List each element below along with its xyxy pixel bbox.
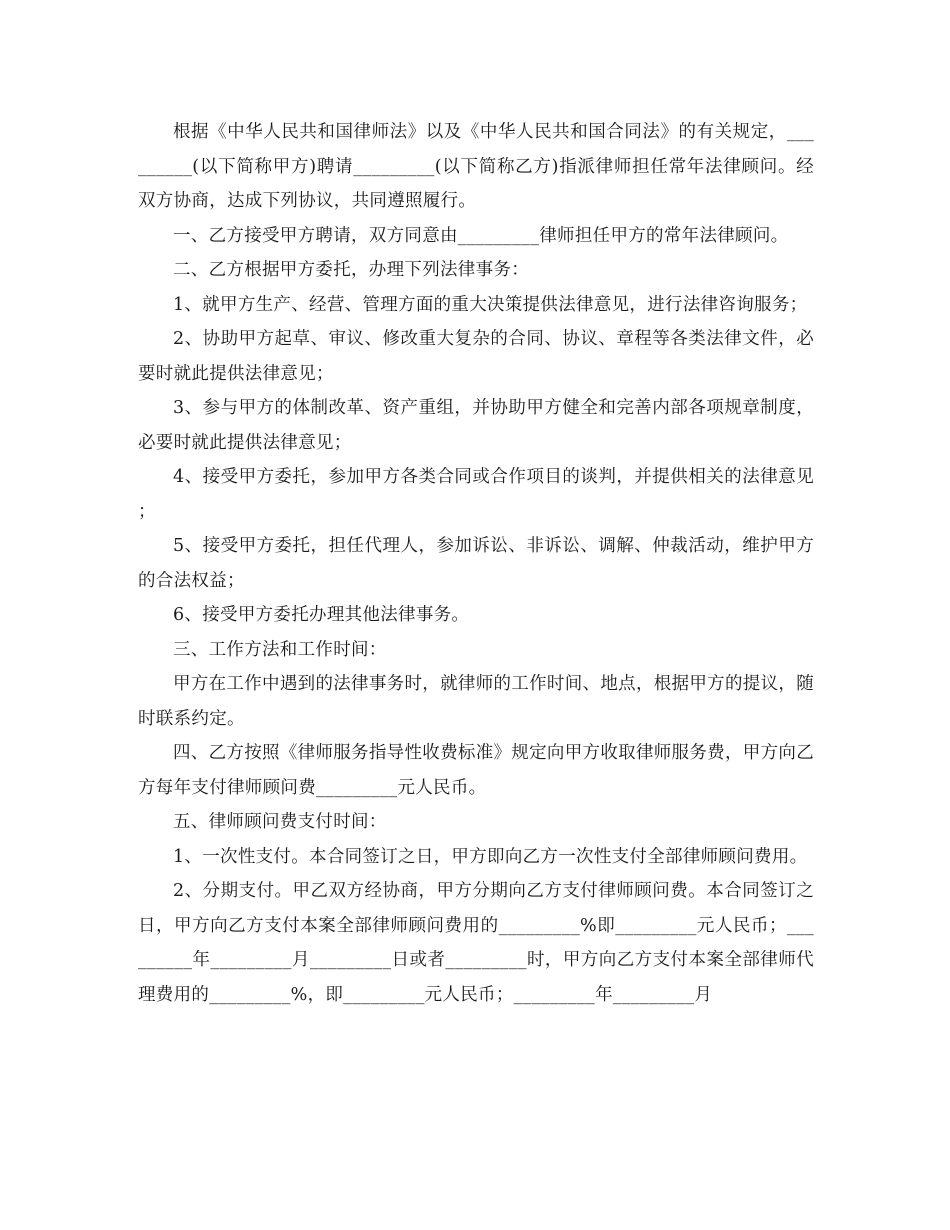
clause-2-item-5: 5、接受甲方委托，担任代理人，参加诉讼、非诉讼、调解、仲裁活动，维护甲方的合法权益；	[138, 536, 814, 591]
clause-5-item-2: 2、分期支付。甲乙双方经协商，甲方分期向乙方支付律师顾问费。本合同签订之日，甲方向乙方支付本案全部律师顾问费用的_________%即_________元人民币；_________年_________月_________日或者_________时，甲方向乙方支付本案全部律师代理费用的_________%，即_________元人民币；_________年_________月	[138, 881, 814, 1005]
clause-1-appointment: 一、乙方接受甲方聘请，双方同意由_________律师担任甲方的常年法律顾问。	[173, 225, 789, 246]
clause-4-fee: 四、乙方按照《律师服务指导性收费标准》规定向甲方收取律师服务费，甲方向乙方每年支付律师顾问费_________元人民币。	[138, 743, 814, 798]
clause-2-item-2: 2、协助甲方起草、审议、修改重大复杂的合同、协议、章程等各类法律文件，必要时就此提供法律意见；	[138, 329, 814, 384]
contract-body	[138, 115, 814, 1012]
clause-5-heading: 五、律师顾问费支付时间：	[173, 812, 387, 832]
clause-3-heading: 三、工作方法和工作时间：	[173, 639, 387, 660]
clause-3-body: 甲方在工作中遇到的法律事务时，就律师的工作时间、地点，根据甲方的提议，随时联系约定。	[138, 674, 814, 729]
clause-2-heading: 二、乙方根据甲方委托，办理下列法律事务：	[173, 260, 529, 280]
intro-paragraph: 根据《中华人民共和国律师法》以及《中华人民共和国合同法》的有关规定，_________(以下简称甲方)聘请_________(以下简称乙方)指派律师担任常年法律顾问。经双方协商，达成下列协议，共同遵照履行。	[138, 122, 814, 211]
clause-2-item-1: 1、就甲方生产、经营、管理方面的重大决策提供法律意见，进行法律咨询服务；	[173, 294, 808, 315]
clause-2-item-6: 6、接受甲方委托办理其他法律事务。	[173, 605, 470, 625]
clause-5-item-1: 1、一次性支付。本合同签订之日，甲方即向乙方一次性支付全部律师顾问费用。	[173, 846, 808, 867]
clause-2-item-3: 3、参与甲方的体制改革、资产重组，并协助甲方健全和完善内部各项规章制度，必要时就此提供法律意见；	[138, 398, 814, 453]
clause-2-item-4: 4、接受甲方委托，参加甲方各类合同或合作项目的谈判，并提供相关的法律意见；	[138, 467, 814, 522]
